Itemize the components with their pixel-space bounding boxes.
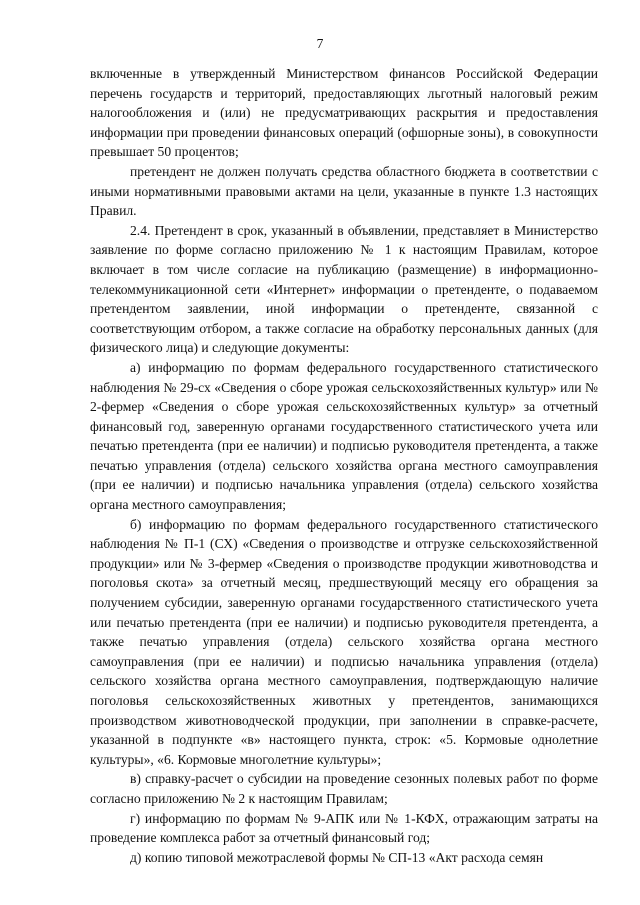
page-number: 7 [316, 36, 324, 51]
list-item-v: в) справку-расчет о субсидии на проведение сезонных полевых работ по форме согласно приложению № 2 к настоящим Правилам; [90, 771, 598, 806]
list-item-d: д) копию типовой межотраслевой формы № СП-13 «Акт расхода семян [130, 849, 544, 865]
list-item-g: г) информацию по формам № 9-АПК или № 1-КФХ, отражающим затраты на проведение комплекса работ за отчетный финансовый год; [90, 810, 598, 846]
list-item-a: а) информацию по формам федерального государственного статистического наблюдения № 29-сх «Сведения о сборе урожая сельскохозяйственных культур» или № 2-фермер «Сведения о сборе урожая сельскохозяйственных культур» за отчетный финансовый год, заверенную органами государственного статистического учета или печатью претендента (при ее наличии) и подписью руководителя претендента, а также печатью управления (отдела) сельского хозяйства органа местного самоуправления (при ее наличии) и подписью начальника управления (отдела) сельского хозяйства органа местного самоуправления; [90, 359, 598, 513]
paragraph-offshore-condition: включенные в утвержденный Министерством финансов Российской Федерации перечень государств и территорий, предоставляющих льготный налоговый режим налогообложения и (или) не предусматривающих раскрытия и предоставления информации при проведении финансовых операций (офшорные зоны), в совокупности превышает 50 процентов; [90, 66, 598, 160]
list-item-b: б) информацию по формам федерального государственного статистического наблюдения № П-1 (СХ) «Сведения о производстве и отгрузке сельскохозяйственной продукции» или № 3-фермер «Сведения о производстве продукции животноводства и поголовья скота» за отчетный месяц, предшествующий месяцу его обращения за получением субсидии, заверенную органами государственного статистического учета или печатью претендента (при ее наличии) и подписью руководителя претендента, а также печатью управления (отдела) сельского хозяйства органа местного самоуправления (при ее наличии) и подписью начальника управления (отдела) сельского хозяйства органа местного самоуправления, подтверждающую наличие поголовья сельскохозяйственных животных у претендентов, занимающихся производством животноводческой продукции, при заполнении в справке-расчете, указанной в подпункте «в» настоящего пункта, строк: «5. Кормовые однолетние культуры», «6. Кормовые многолетние культуры»; [90, 516, 598, 767]
paragraph-budget-condition: претендент не должен получать средства областного бюджета в соответствии с иными нормативными правовыми актами на цели, указанные в пункте 1.3 настоящих Правил. [90, 163, 598, 219]
paragraph-2-4: 2.4. Претендент в срок, указанный в объявлении, представляет в Министерство заявление по форме согласно приложению № 1 к настоящим Правилам, которое включает в том числе согласие на публикацию (размещение) в информационно-телекоммуникационной сети «Интернет» информации о претенденте, о подаваемом претендентом заявлении, иной информации о претенденте, связанной с соответствующим отбором, а также согласие на обработку персональных данных (для физического лица) и следующие документы: [90, 222, 598, 356]
document-body [90, 64, 598, 867]
